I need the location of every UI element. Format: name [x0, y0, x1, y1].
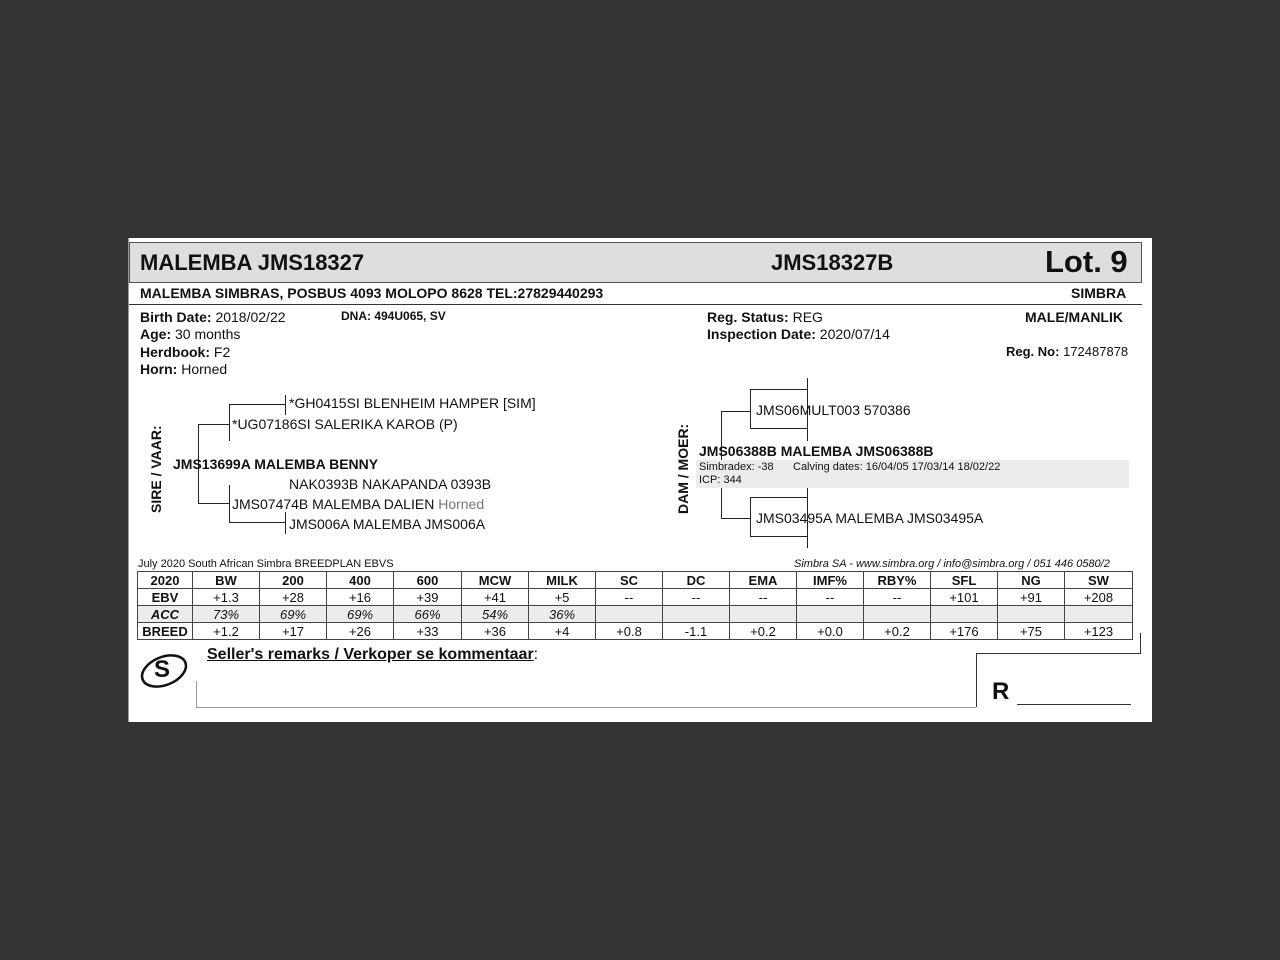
price-box-border [976, 653, 977, 707]
table-cell: +176 [931, 623, 998, 640]
table-cell: +16 [327, 589, 394, 606]
table-cell: +39 [394, 589, 462, 606]
tree-line [721, 518, 751, 519]
table-cell: +26 [327, 623, 394, 640]
tree-line [721, 411, 751, 412]
table-header-cell: RBY% [864, 572, 931, 589]
table-cell [797, 606, 864, 623]
table-cell: +0.0 [797, 623, 864, 640]
animal-name: MALEMBA JMS18327 [140, 250, 365, 275]
sire-sire-sire: *GH0415SI BLENHEIM HAMPER [SIM] [289, 395, 536, 411]
table-cell [1065, 606, 1133, 623]
table-cell: +36 [462, 623, 529, 640]
table-cell: +91 [998, 589, 1065, 606]
divider [196, 681, 197, 708]
dna: DNA: 494U065, SV [341, 309, 446, 323]
table-row-label: BREED [138, 623, 193, 640]
table-header-cell: 400 [327, 572, 394, 589]
table-cell: 69% [260, 606, 327, 623]
divider [129, 304, 1142, 305]
sire-dam-dam: JMS006A MALEMBA JMS006A [289, 516, 486, 532]
dam: JMS06388B MALEMBA JMS06388B [699, 443, 934, 459]
table-cell: 73% [193, 606, 260, 623]
table-header-cell: SW [1065, 572, 1133, 589]
animal-code: JMS18327B [771, 250, 894, 275]
sire-side-label: SIRE / VAAR: [148, 425, 164, 513]
table-cell [998, 606, 1065, 623]
table-cell: 69% [327, 606, 394, 623]
breeder-line: MALEMBA SIMBRAS, POSBUS 4093 MOLOPO 8628 TEL:27829440293 [140, 285, 604, 301]
table-row-breed [138, 623, 1133, 640]
breed-name: SIMBRA [1071, 285, 1127, 301]
tree-line [750, 389, 807, 390]
logo-letter: S [154, 656, 171, 683]
table-cell [864, 606, 931, 623]
tree-line [229, 485, 230, 523]
table-header-cell: BW [193, 572, 260, 589]
lot-number: Lot. 9 [1045, 244, 1128, 279]
table-cell: 66% [394, 606, 462, 623]
tree-line [750, 428, 807, 429]
reg-status: Reg. Status: REG [707, 309, 823, 325]
table-cell [663, 606, 730, 623]
table-cell: 54% [462, 606, 529, 623]
table-cell [730, 606, 797, 623]
table-header-cell: 200 [260, 572, 327, 589]
table-cell: +4 [529, 623, 596, 640]
age: Age: 30 months [140, 326, 241, 342]
simbra-logo [138, 650, 190, 690]
calving-dates: Calving dates: 16/04/05 17/03/14 18/02/22 [793, 461, 1001, 473]
table-row-label: EBV [138, 589, 193, 606]
sire-sire: *UG07186SI SALERIKA KAROB (P) [232, 416, 458, 432]
table-header-cell: EMA [730, 572, 797, 589]
simbra-contact: Simbra SA - www.simbra.org / info@simbra.org / 051 446 0580/2 [794, 558, 1110, 570]
tree-line [229, 404, 230, 441]
horn: Horn: Horned [140, 361, 228, 377]
tree-line [750, 389, 751, 429]
tree-line [750, 497, 751, 537]
lot-card [128, 238, 1152, 722]
herdbook: Herdbook: F2 [140, 344, 231, 360]
inspection-date: Inspection Date: 2020/07/14 [707, 326, 890, 342]
table-cell: +5 [529, 589, 596, 606]
table-header-cell: 2020 [138, 572, 193, 589]
divider [196, 707, 976, 708]
dam-dam: JMS03495A MALEMBA JMS03495A [756, 510, 984, 526]
table-row-acc [138, 606, 1133, 623]
table-cell: -- [797, 589, 864, 606]
table-cell: +0.2 [864, 623, 931, 640]
table-cell: -- [730, 589, 797, 606]
price-input-line[interactable] [1017, 704, 1131, 705]
birth-date: Birth Date: 2018/02/22 [140, 309, 286, 325]
price-prefix: R [992, 678, 1010, 705]
table-cell: +33 [394, 623, 462, 640]
table-header-cell: SFL [931, 572, 998, 589]
table-header-cell: DC [663, 572, 730, 589]
table-header-cell: MCW [462, 572, 529, 589]
table-cell: +208 [1065, 589, 1133, 606]
ebv-table [137, 571, 1133, 640]
table-cell: +0.2 [730, 623, 797, 640]
table-cell: 36% [529, 606, 596, 623]
sex: MALE/MANLIK [1025, 309, 1123, 325]
ebv-caption: July 2020 South African Simbra BREEDPLAN EBVS [138, 558, 394, 570]
table-cell: +123 [1065, 623, 1133, 640]
tree-line [229, 404, 286, 405]
table-header-cell: NG [998, 572, 1065, 589]
tree-line [285, 395, 286, 415]
table-row-ebv [138, 589, 1133, 606]
tree-line [198, 503, 230, 504]
sire: JMS13699A MALEMBA BENNY [173, 456, 379, 472]
table-cell: -- [663, 589, 730, 606]
card-border-left [128, 238, 129, 722]
sire-dam: JMS07474B MALEMBA DALIEN Horned [232, 496, 485, 512]
table-cell: -1.1 [663, 623, 730, 640]
table-cell: -- [596, 589, 663, 606]
table-header-cell: SC [596, 572, 663, 589]
remarks-label: Seller's remarks / Verkoper se kommentaar: [207, 646, 539, 663]
tree-line [198, 424, 230, 425]
table-cell: +1.3 [193, 589, 260, 606]
tree-line [750, 497, 807, 498]
table-cell: +101 [931, 589, 998, 606]
price-box-border [976, 653, 1141, 654]
table-cell [931, 606, 998, 623]
table-cell: +1.2 [193, 623, 260, 640]
tree-line [229, 522, 286, 523]
table-cell: +17 [260, 623, 327, 640]
table-cell: +28 [260, 589, 327, 606]
price-box-border [1140, 633, 1141, 654]
table-header-cell: MILK [529, 572, 596, 589]
reg-no: Reg. No: 172487878 [1006, 344, 1129, 359]
dam-sire: JMS06MULT003 570386 [756, 402, 911, 418]
table-cell: +41 [462, 589, 529, 606]
tree-line [285, 512, 286, 534]
dam-side-label: DAM / MOER: [675, 423, 691, 514]
table-header-row [138, 572, 1133, 589]
icp: ICP: 344 [699, 474, 742, 486]
table-row-label: ACC [138, 606, 193, 623]
table-header-cell: 600 [394, 572, 462, 589]
table-cell: +0.8 [596, 623, 663, 640]
simbradex: Simbradex: -38 [699, 461, 774, 473]
table-cell: +75 [998, 623, 1065, 640]
sire-dam-sire: NAK0393B NAKAPANDA 0393B [289, 476, 492, 492]
table-cell [596, 606, 663, 623]
tree-line [750, 536, 807, 537]
table-header-cell: IMF% [797, 572, 864, 589]
table-cell: -- [864, 589, 931, 606]
